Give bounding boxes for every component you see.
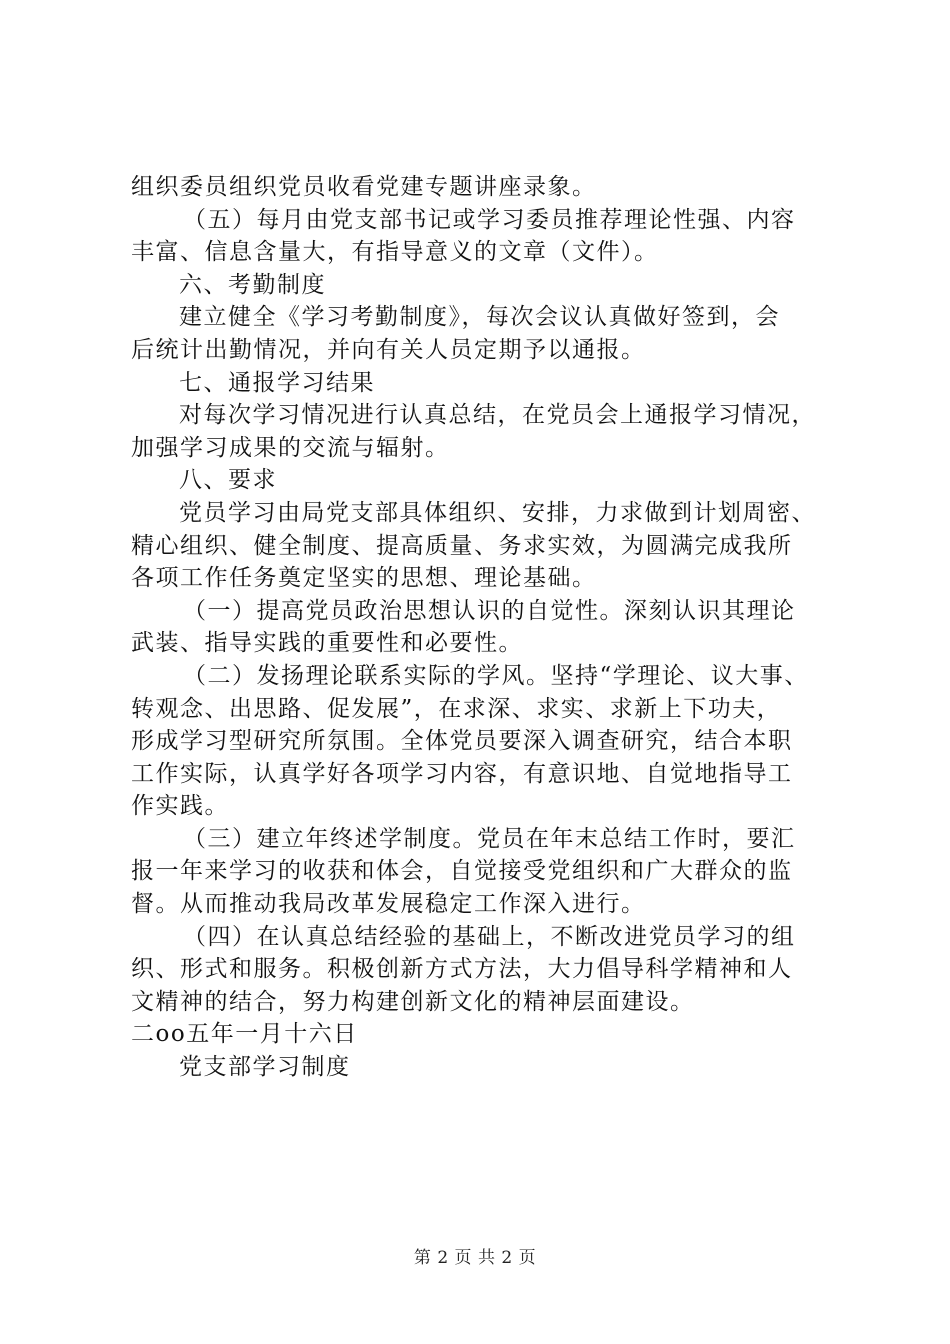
page-number-footer: 第 2 页 共 2 页	[413, 1248, 537, 1268]
text-line: （一）提高党员政治思想认识的自觉性。深刻认识其理论	[183, 597, 796, 624]
text-line: 党员学习由局党支部具体组织、安排，力求做到计划周密、	[179, 499, 816, 526]
text-line: 对每次学习情况进行认真总结，在党员会上通报学习情况，	[179, 402, 816, 429]
text-line: 八、要求	[179, 467, 277, 494]
text-line: 文精神的结合，努力构建创新文化的精神层面建设。	[131, 988, 695, 1015]
text-line: 加强学习成果的交流与辐射。	[131, 434, 450, 461]
text-line: 各项工作任务奠定坚实的思想、理论基础。	[131, 565, 597, 592]
text-line: 作实践。	[131, 793, 229, 820]
text-line: 形成学习型研究所氛围。全体党员要深入调查研究，结合本职	[131, 728, 793, 755]
text-line: 丰富、信息含量大，有指导意义的文章（文件）。	[131, 239, 659, 266]
text-line: 七、通报学习结果	[179, 369, 375, 396]
text-line: 组织委员组织党员收看党建专题讲座录象。	[131, 174, 597, 200]
text-line: 党支部学习制度	[179, 1054, 351, 1081]
text-line: 精心组织、健全制度、提高质量、务求实效，为圆满完成我所	[131, 532, 793, 559]
text-line: 报一年来学习的收获和体会，自觉接受党组织和广大群众的监	[131, 858, 793, 885]
text-line: （四）在认真总结经验的基础上，不断改进党员学习的组	[183, 923, 796, 950]
text-line: 转观念、出思路、促发展”，在求深、求实、求新上下功夫，	[131, 695, 782, 722]
text-line: （五）每月由党支部书记或学习委员推荐理论性强、内容	[183, 206, 796, 233]
text-line: （二）发扬理论联系实际的学风。坚持“学理论、议大事、	[183, 662, 809, 689]
text-line: （三）建立年终述学制度。党员在年末总结工作时，要汇	[183, 825, 796, 852]
document-body	[131, 171, 836, 1084]
text-line: 工作实际，认真学好各项学习内容，有意识地、自觉地指导工	[131, 760, 793, 787]
text-line: 建立健全《学习考勤制度》，每次会议认真做好签到，会	[179, 304, 780, 331]
text-line: 后统计出勤情况，并向有关人员定期予以通报。	[131, 336, 646, 363]
text-line: 武装、指导实践的重要性和必要性。	[131, 630, 523, 657]
text-line: 六、考勤制度	[179, 271, 326, 298]
text-line: 二oo五年一月十六日	[131, 1021, 358, 1048]
text-line: 织、形式和服务。积极创新方式方法，大力倡导科学精神和人	[131, 956, 793, 983]
text-line: 督。从而推动我局改革发展稳定工作深入进行。	[131, 891, 646, 918]
